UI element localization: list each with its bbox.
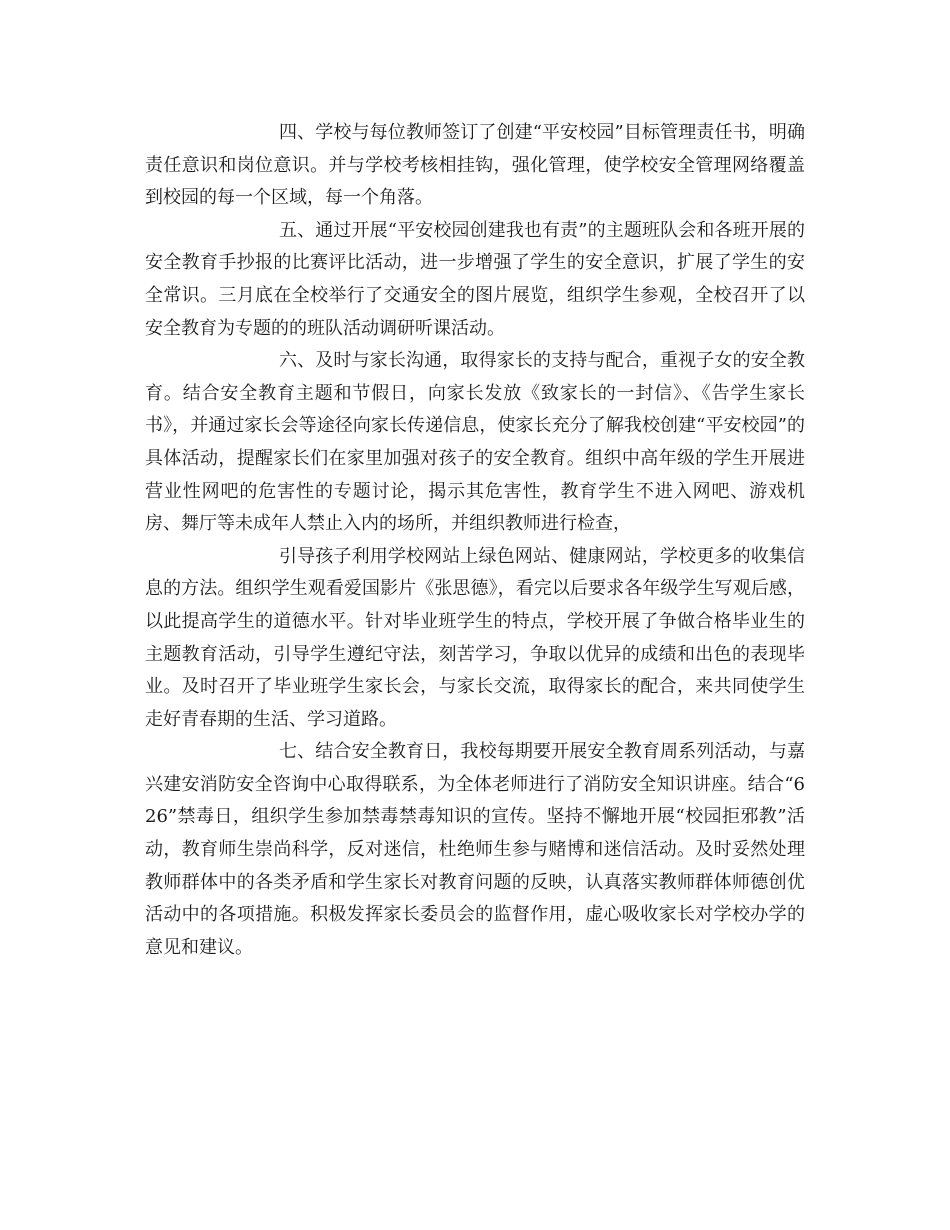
paragraph-4-safety-responsibility: 四、学校与每位教师签订了创建“平安校园”目标管理责任书，明确责任意识和岗位意识。并与学校考核相挂钩，强化管理，使学校安全管理网络覆盖到校园的每一个区域，每一个角落。: [145, 122, 805, 209]
paragraph-6-parent-communication: 六、及时与家长沟通，取得家长的支持与配合，重视子女的安全教育。结合安全教育主题和节假日，向家长发放《致家长的一封信》、《告学生家长书》，并通过家长会等途径向家长传递信息，使家长充分了解我校创建“平安校园”的具体活动，提醒家长们在家里加强对孩子的安全教育。组织中高年级的学生开展进营业性网吧的危害性的专题讨论，揭示其危害性，教育学生不进入网吧、游戏机房、舞厅等未成年人禁止入内的场所，并组织教师进行检查，: [145, 350, 805, 535]
paragraph-7-safety-education-day: 七、结合安全教育日，我校每期要开展安全教育周系列活动，与嘉兴建安消防安全咨询中心取得联系，为全体老师进行了消防安全知识讲座。结合“626”禁毒日，组织学生参加禁毒禁毒知识的宣传。坚持不懈地开展“校园拒邪教”活动，教育师生崇尚科学，反对迷信，杜绝师生参与赌博和迷信活动。及时妥然处理教师群体中的各类矛盾和学生家长对教育问题的反映，认真落实教师群体师德创优活动中的各项措施。积极发挥家长委员会的监督作用，虚心吸收家长对学校办学的意见和建议。: [145, 741, 805, 958]
paragraph-guide-children: 引导孩子利用学校网站上绿色网站、健康网站，学校更多的收集信息的方法。组织学生观看爱国影片《张思德》，看完以后要求各年级学生写观后感，以此提高学生的道德水平。针对毕业班学生的特点，学校开展了争做合格毕业生的主题教育活动，引导学生遵纪守法，刻苦学习，争取以优异的成绩和出色的表现毕业。及时召开了毕业班学生家长会，与家长交流，取得家长的配合，来共同使学生走好青春期的生活、学习道路。: [145, 545, 805, 730]
document-body: [145, 117, 805, 964]
paragraph-5-class-meeting: 五、通过开展“平安校园创建我也有责”的主题班队会和各班开展的安全教育手抄报的比赛评比活动，进一步增强了学生的安全意识，扩展了学生的安全常识。三月底在全校举行了交通安全的图片展览，组织学生参观，全校召开了以安全教育为专题的的班队活动调研听课活动。: [145, 219, 805, 339]
